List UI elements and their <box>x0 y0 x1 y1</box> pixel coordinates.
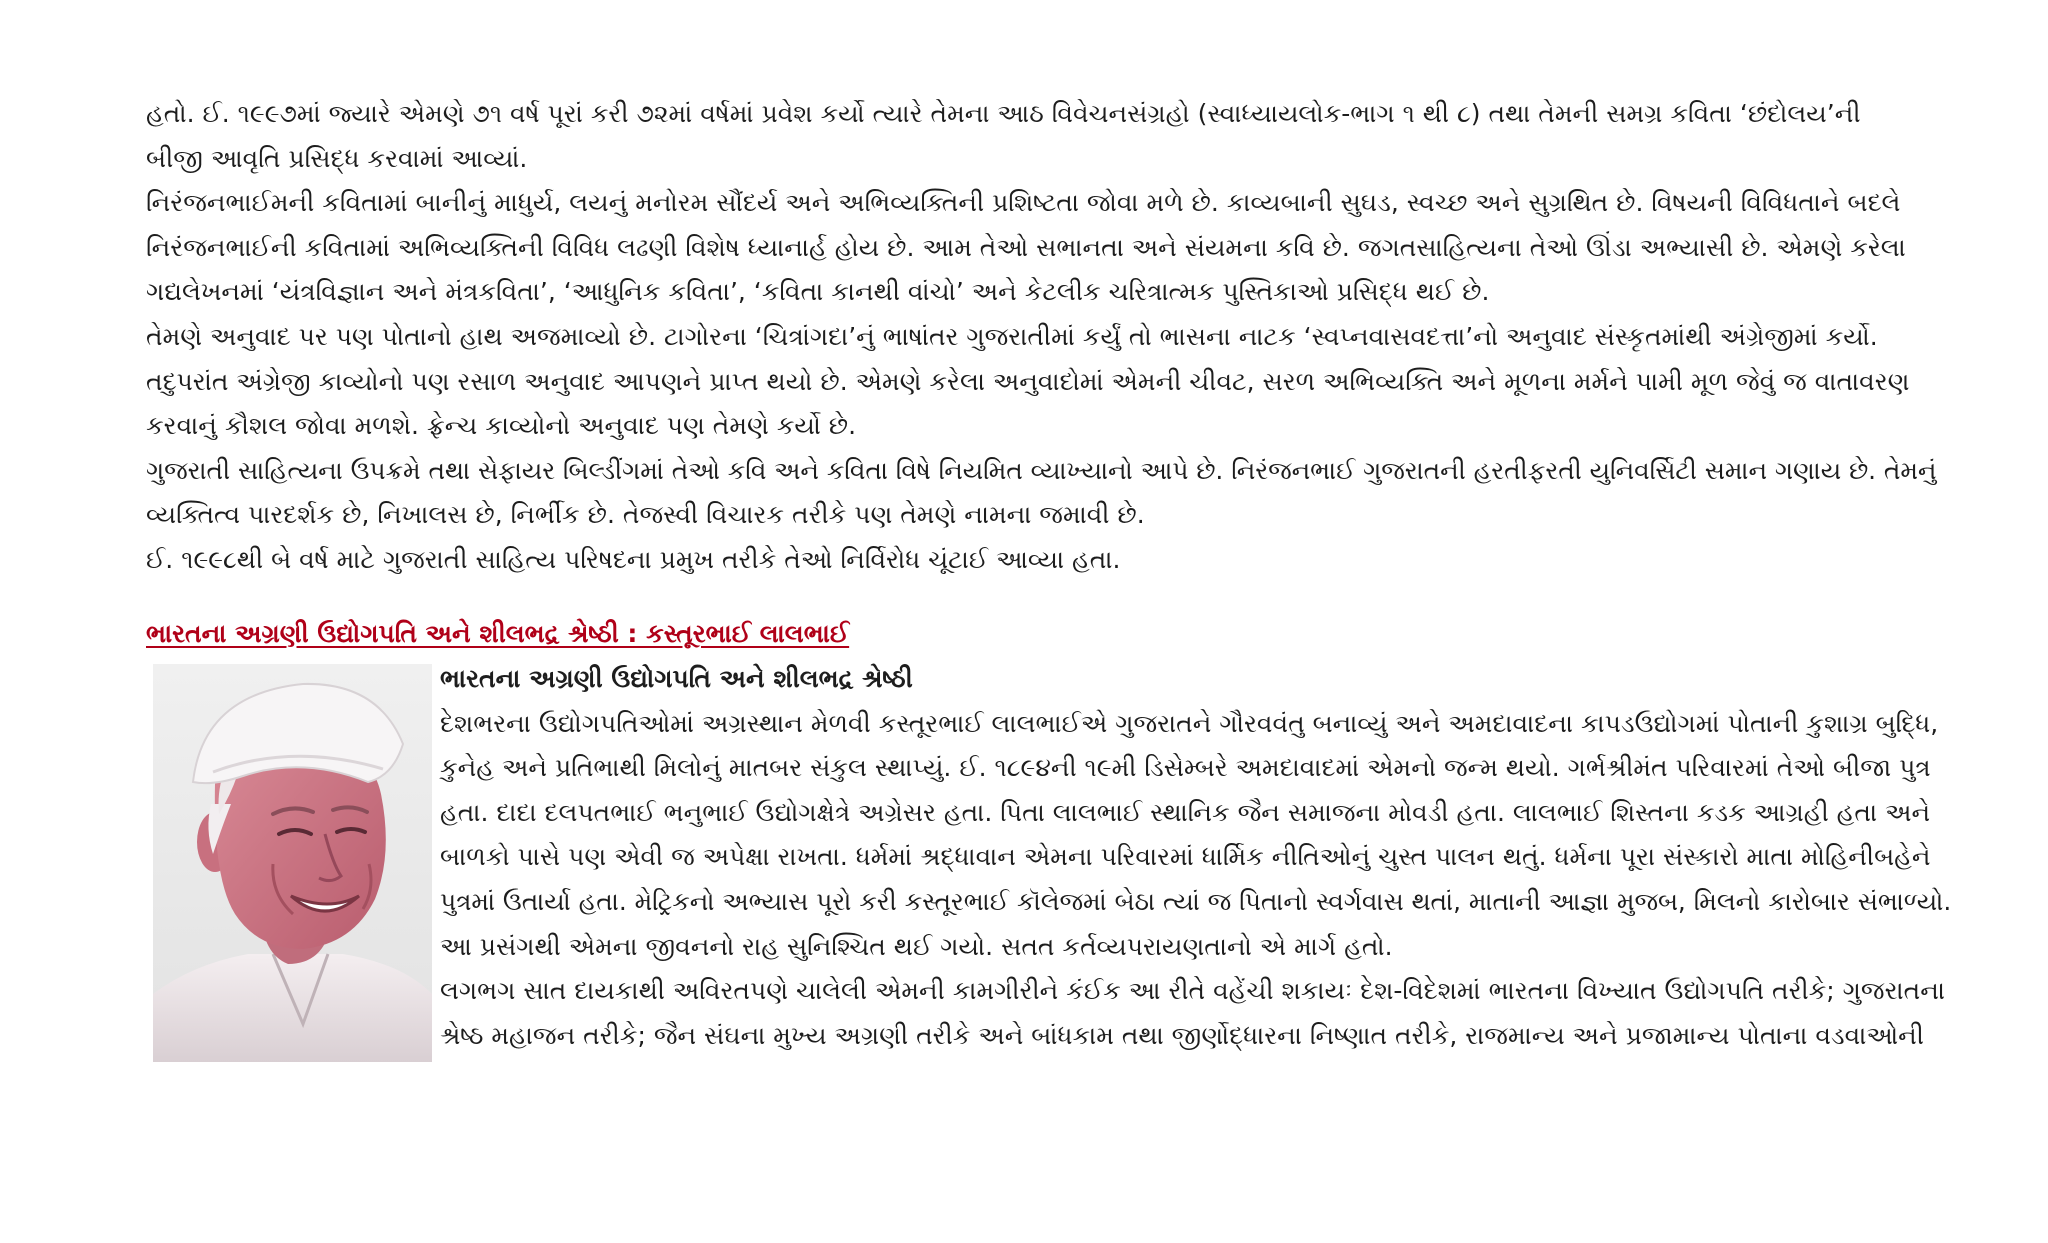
paragraph-line: બીજી આવૃતિ પ્રસિદ્ધ કરવામાં આવ્યાં. <box>146 143 528 173</box>
article-line: દેશભરના ઉદ્યોગપતિઓમાં અગ્રસ્થાન મેળવી કસ્તૂરભાઈ લાલભાઈએ ગુજરાતને ગૌરવવંતુ બનાવ્યું અને અમદાવાદના કાપડઉદ્યોગમાં પોતાની કુશાગ્ર બુદ્ધિ, <box>440 708 1939 738</box>
article-body <box>440 657 1960 1058</box>
paragraph-line: વ્યક્તિત્વ પારદર્શક છે, નિખાલસ છે, નિર્ભીક છે. તેજસ્વી વિચારક તરીકે પણ તેમણે નામના જમાવી છે. <box>146 500 1145 530</box>
article-subtitle: ભારતના અગ્રણી ઉદ્યોગપતિ અને શીલભદ્ર શ્રેષ્ઠી <box>440 664 913 693</box>
paragraph-line: તદુપરાંત અંગ્રેજી કાવ્યોનો પણ રસાળ અનુવાદ આપણને પ્રાપ્ત થયો છે. એમણે કરેલા અનુવાદોમાં એમની ચીવટ, સરળ અભિવ્યક્તિ અને મૂળના મર્મને પામી મૂળ જેવું જ વાતાવરણ <box>146 366 1910 396</box>
paragraph-line: ગદ્યલેખનમાં ‘યંત્રવિજ્ઞાન અને મંત્રકવિતા’, ‘આધુનિક કવિતા’, ‘કવિતા કાનથી વાંચો’ અને કેટલીક ચરિત્રાત્મક પુસ્તિકાઓ પ્રસિદ્ધ થઈ છે. <box>146 277 1490 307</box>
article-line: શ્રેષ્ઠ મહાજન તરીકે; જૈન સંઘના મુખ્ય અગ્રણી તરીકે અને બાંધકામ તથા જીર્ણોદ્ધારના નિષ્ણાત તરીકે, રાજમાન્ય અને પ્રજામાન્ય પોતાના વડવાઓની <box>440 1020 1924 1050</box>
article-line: હતા. દાદા દલપતભાઈ ભનુભાઈ ઉદ્યોગક્ષેત્રે અગ્રેસર હતા. પિતા લાલભાઈ સ્થાનિક જૈન સમાજના મોવડી હતા. લાલભાઈ શિસ્તના કડક આગ્રહી હતા અને <box>440 797 1931 827</box>
paragraph-line: તેમણે અનુવાદ પર પણ પોતાનો હાથ અજમાવ્યો છે. ટાગોરના ‘ચિત્રાંગદા’નું ભાષાંતર ગુજરાતીમાં કર્યું તો ભાસના નાટક ‘સ્વપ્નવાસવદત્તા’નો અનુવાદ સંસ્કૃતમાંથી અંગ્રેજીમાં કર્યો. <box>146 321 1878 351</box>
portrait-illustration <box>153 664 432 1062</box>
article-line: લગભગ સાત દાયકાથી અવિરતપણે ચાલેલી એમની કામગીરીને કંઈક આ રીતે વહેંચી શકાયઃ દેશ-વિદેશમાં ભારતના વિખ્યાત ઉદ્યોગપતિ તરીકે; ગુજરાતના <box>440 976 1945 1006</box>
paragraph-line: ઈ. ૧૯૯૮થી બે વર્ષ માટે ગુજરાતી સાહિત્ય પરિષદના પ્રમુખ તરીકે તેઓ નિર્વિરોધ ચૂંટાઈ આવ્યા હતા. <box>146 544 1121 574</box>
paragraph-line: કરવાનું કૌશલ જોવા મળશે. ફ્રેન્ચ કાવ્યોનો અનુવાદ પણ તેમણે કર્યો છે. <box>146 411 857 441</box>
paragraph-line: હતો. ઈ. ૧૯૯૭માં જ્યારે એમણે ૭૧ વર્ષ પૂરાં કરી ૭૨માં વર્ષમાં પ્રવેશ કર્યો ત્યારે તેમના આઠ વિવેચનસંગ્રહો (સ્વાધ્યાયલોક-ભાગ ૧ થી ૮) તથા તેમની સમગ્ર કવિતા ‘છંદોલય’ની <box>146 99 1861 128</box>
article-line: કુનેહ અને પ્રતિભાથી મિલોનું માતબર સંકુલ સ્થાપ્યું. ઈ. ૧૮૯૪ની ૧૯મી ડિસેમ્બરે અમદાવાદમાં એમનો જન્મ થયો. ગર્ભશ્રીમંત પરિવારમાં તેઓ બીજા પુત્ર <box>440 753 1931 783</box>
portrait-photo <box>153 664 432 1062</box>
article-line: બાળકો પાસે પણ એવી જ અપેક્ષા રાખતા. ધર્મમાં શ્રદ્ધાવાન એમના પરિવારમાં ધાર્મિક નીતિઓનું ચુસ્ત પાલન થતું. ધર્મના પૂરા સંસ્કારો માતા મોહિનીબહેને <box>440 842 1931 872</box>
article-line: પુત્રમાં ઉતાર્યા હતા. મેટ્રિકનો અભ્યાસ પૂરો કરી કસ્તૂરભાઈ કૉલેજમાં બેઠા ત્યાં જ પિતાનો સ્વર્ગવાસ થતાં, માતાની આજ્ઞા મુજબ, મિલનો કારોબાર સંભાળ્યો. <box>440 886 1952 916</box>
section-heading-link[interactable]: ભારતના અગ્રણી ઉદ્યોગપતિ અને શીલભદ્ર શ્રેષ્ઠી : કસ્તૂરભાઈ લાલભાઈ <box>146 619 850 648</box>
paragraph-line: નિરંજનભાઈમની કવિતામાં બાનીનું માધુર્ય, લયનું મનોરમ સૌંદર્ય અને અભિવ્યક્તિની પ્રશિષ્ટતા જોવા મળે છે. કાવ્યબાની સુઘડ, સ્વચ્છ અને સુગ્રથિત છે. વિષયની વિવિધતાને બદલે <box>146 188 1901 218</box>
paragraph-line: ગુજરાતી સાહિત્યના ઉપક્રમે તથા સેફાયર બિલ્ડીંગમાં તેઓ કવિ અને કવિતા વિષે નિયમિત વ્યાખ્યાનો આપે છે. નિરંજનભાઈ ગુજરાતની હરતીફરતી યુનિવર્સિટી સમાન ગણાય છે. તેમનું <box>146 455 1937 485</box>
paragraph-line: નિરંજનભાઈની કવિતામાં અભિવ્યક્તિની વિવિધ લઢણી વિશેષ ધ્યાનાર્હ હોય છે. આમ તેઓ સભાનતા અને સંયમના કવિ છે. જગતસાહિત્યના તેઓ ઊંડા અભ્યાસી છે. એમણે કરેલા <box>146 232 1906 262</box>
intro-text-block <box>146 92 1946 583</box>
article-line: આ પ્રસંગથી એમના જીવનનો રાહ સુનિશ્ચિત થઈ ગયો. સતત કર્તવ્યપરાયણતાનો એ માર્ગ હતો. <box>440 931 1393 961</box>
